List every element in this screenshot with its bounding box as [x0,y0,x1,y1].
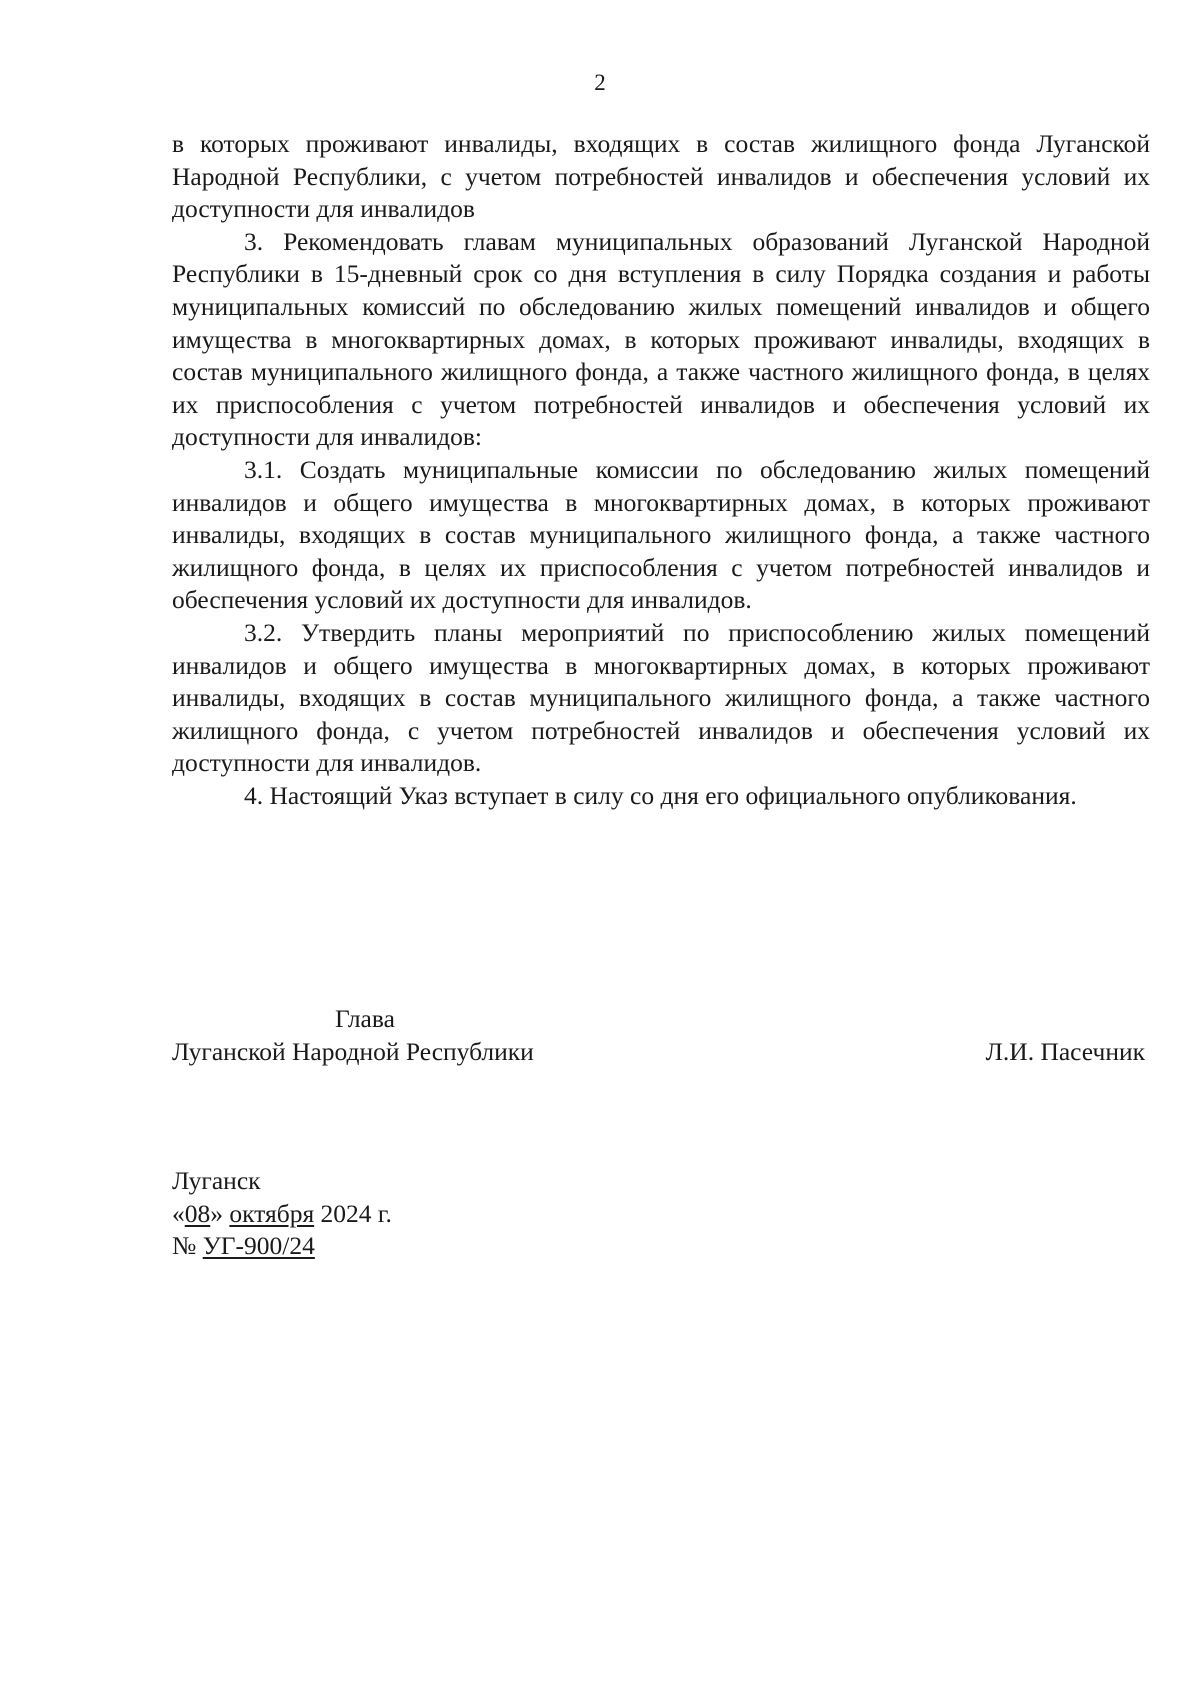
decree-body [172,128,1150,812]
date-quote-open: « [172,1198,185,1228]
decree-number [172,1230,392,1263]
paragraph-item-3-1: 3.1. Создать муниципальные комиссии по обследованию жилых помещений инвалидов и общего имущества в многоквартирных домах, в которых проживают инвалиды, входящих в состав муниципального жилищного фонда, а также частного жилищного фонда, в целях их приспособления с учетом потребностей инвалидов и обеспечения условий их доступности для инвалидов. [172,454,1150,615]
issue-city: Луганск [172,1166,261,1195]
document-footer [172,1165,392,1263]
signatory-name: Л.И. Пасечник [985,1036,1145,1066]
signatory-title-line2: Луганской Народной Республики [172,1036,534,1066]
signature-block [172,1003,1150,1068]
paragraph-item-3: 3. Рекомендовать главам муниципальных образований Луганской Народной Республики в 15-дневный срок со дня вступления в силу Порядка создания и работы муниципальных комиссий по обследованию жилых помещений инвалидов и общего имущества в многоквартирных домах, в которых проживают инвалиды, входящих в состав муниципального жилищного фонда, а также частного жилищного фонда, в целях их приспособления с учетом потребностей инвалидов и обеспечения условий их доступности для инвалидов: [172,226,1150,452]
paragraph-item-3-2: 3.2. Утвердить планы мероприятий по приспособлению жилых помещений инвалидов и общего имущества в многоквартирных домах, в которых проживают инвалиды, входящих в состав муниципального жилищного фонда, а также частного жилищного фонда, с учетом потребностей инвалидов и обеспечения условий их доступности для инвалидов. [172,617,1150,778]
page-number: 2 [594,70,606,95]
date-quote-close: » [210,1198,223,1228]
issue-date [172,1198,392,1231]
decree-number-value: УГ-900/24 [202,1231,315,1261]
signature-row [172,1036,1150,1069]
date-day: 08 [184,1198,211,1228]
date-month: октября [229,1198,315,1228]
paragraph-continuation: в которых проживают инвалиды, входящих в состав жилищного фонда Луганской Народной Республики, с учетом потребностей инвалидов и обеспечения условий их доступности для инвалидов [172,129,1150,224]
number-sign: № [172,1231,197,1261]
paragraph-item-4: 4. Настоящий Указ вступает в силу со дня его официального опубликования. [244,780,1077,810]
signatory-title-line1: Глава [335,1004,395,1033]
date-year: 2024 г. [320,1198,392,1228]
